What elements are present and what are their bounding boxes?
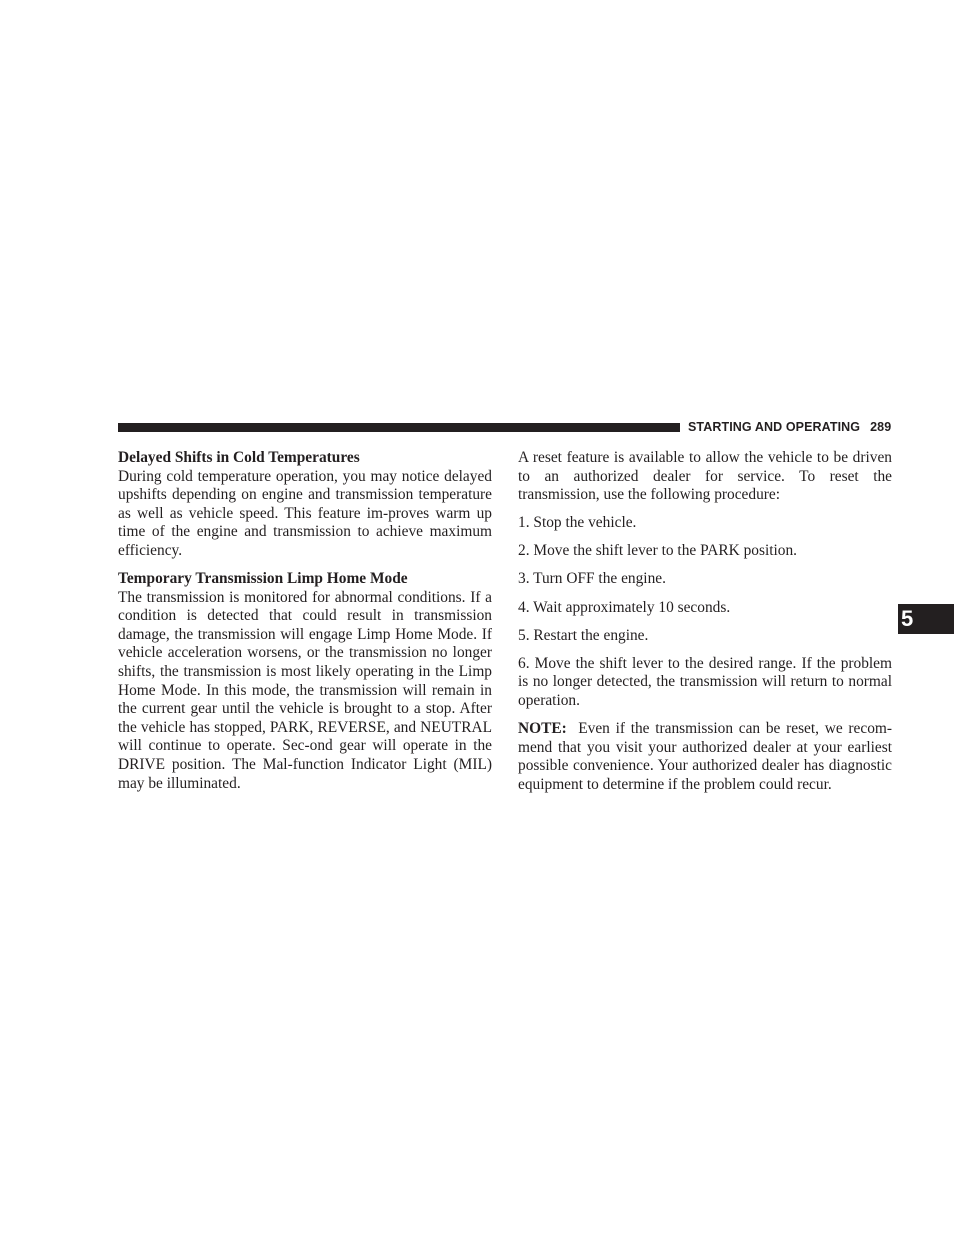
header-rule [118,423,680,432]
procedure-step-3: 3. Turn OFF the engine. [518,570,666,588]
section-heading-limp-home: Temporary Transmission Limp Home Mode [118,570,408,588]
reset-intro: A reset feature is available to allow the vehicle to be driven to an authorized dealer for service. To reset the transmission, use the following procedure: [518,449,892,504]
left-column [118,449,492,793]
page-number: 289 [870,420,892,434]
procedure-step-2: 2. Move the shift lever to the PARK position. [518,542,798,560]
right-column [518,449,892,794]
section-heading-delayed-shifts: Delayed Shifts in Cold Temperatures [118,449,360,466]
chapter-tab: 5 [898,604,954,634]
section-body-delayed-shifts: During cold temperature operation, you may notice delayed upshifts depending on engine and transmission temperature as well as vehicle speed. This feature im-proves warm up time of the engine and transmission to achieve maximum efficiency. [118,467,492,559]
note-paragraph [518,720,892,794]
section-title: STARTING AND OPERATING [688,420,861,434]
procedure-step-6: 6. Move the shift lever to the desired range. If the problem is no longer detected, the transmission will return to normal operation. [518,654,892,709]
procedure-step-1: 1. Stop the vehicle. [518,514,637,532]
section-body-limp-home: The transmission is monitored for abnormal conditions. If a condition is detected that could result in transmission damage, the transmission will engage Limp Home Mode. If vehicle acceleration worsens, or the transmission no longer shifts, the transmission is most likely operating in the Limp Home Mode. In this mode, the transmission will remain in the current gear until the vehicle is brought to a stop. After the vehicle has stopped, PARK, REVERSE, and NEUTRAL will continue to operate. Sec-ond gear will operate in the DRIVE position. The Mal-function Indicator Light (MIL) may be illuminated. [118,588,492,792]
note-text: Even if the transmission can be reset, we recom-mend that you visit your authorized dealer at your earliest possible convenience. Your authorized dealer has diagnostic equipment to determine if the problem could recur. [518,720,892,793]
note-label: NOTE: [518,720,567,738]
procedure-step-4: 4. Wait approximately 10 seconds. [518,598,731,616]
procedure-step-5: 5. Restart the engine. [518,626,649,644]
running-header [688,420,891,434]
